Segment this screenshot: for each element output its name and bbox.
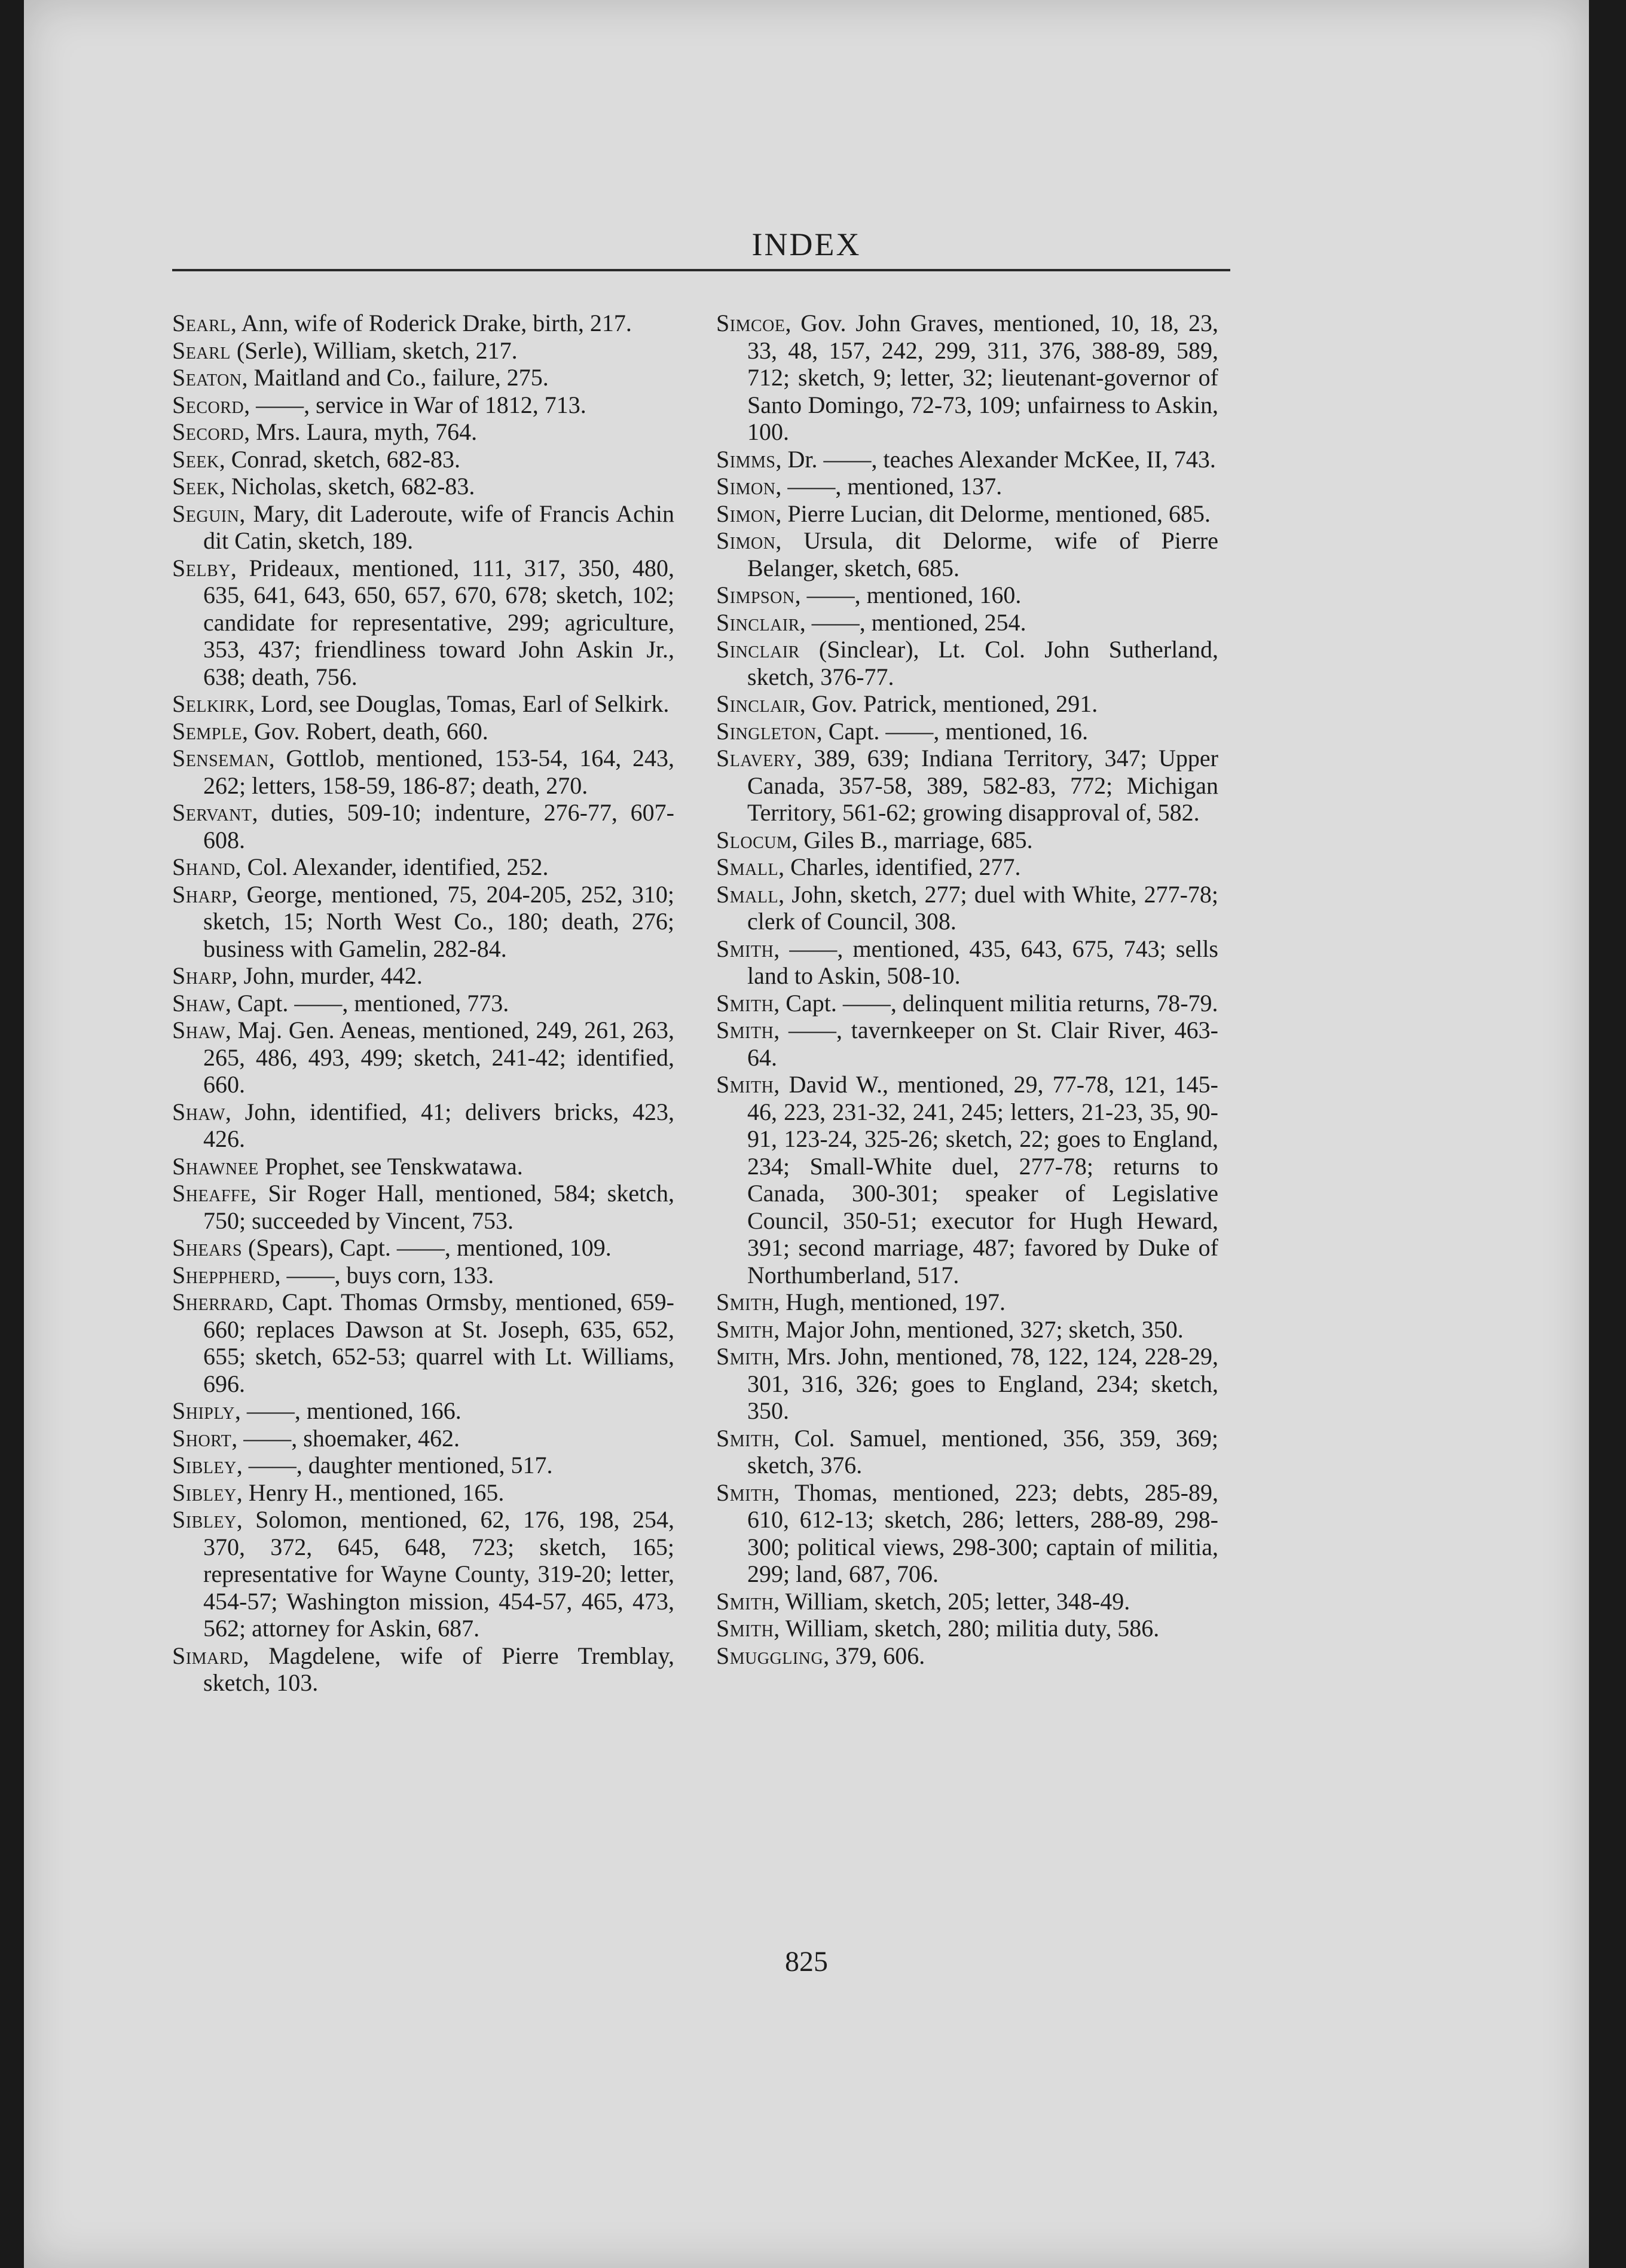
entry-text: , Mary, dit Laderoute, wife of Francis Achin dit Catin, sketch, 189.: [203, 500, 674, 554]
entry-heading: Sherrard: [172, 1288, 268, 1315]
entry-text: , ——, tavernkeeper on St. Clair River, 463-64.: [747, 1017, 1218, 1071]
index-entry: [716, 745, 1218, 827]
entry-heading: Sharp: [172, 962, 232, 989]
index-entry: [172, 718, 674, 745]
entry-heading: Simon: [716, 473, 776, 500]
entry-heading: Simon: [716, 500, 776, 527]
entry-text: , ——, mentioned, 254.: [799, 608, 1026, 636]
index-entry: [172, 690, 674, 718]
index-entry: [172, 1452, 674, 1479]
index-entry: [172, 1397, 674, 1425]
index-entry: [172, 555, 674, 691]
entry-heading: Servant: [172, 799, 252, 826]
entry-heading: Smith: [716, 1017, 774, 1043]
entry-text: (Spears), Capt. ——, mentioned, 109.: [242, 1234, 612, 1261]
index-entry: [172, 853, 674, 881]
entry-text: , William, sketch, 280; militia duty, 586.: [774, 1615, 1160, 1642]
index-entry: [172, 310, 674, 337]
title-rule: [172, 269, 1230, 271]
entry-heading: Seaton: [172, 364, 242, 391]
index-entry: [716, 636, 1218, 690]
index-entry: [172, 500, 674, 555]
index-entry: [172, 1288, 674, 1397]
index-entry: [172, 799, 674, 853]
entry-text: , John, identified, 41; delivers bricks, 423, 426.: [203, 1098, 674, 1152]
entry-text: , Col. Alexander, identified, 252.: [235, 853, 549, 880]
index-entry: [716, 1343, 1218, 1425]
entry-heading: Smith: [716, 1587, 774, 1615]
index-entry: [172, 1425, 674, 1452]
entry-heading: Shand: [172, 853, 236, 880]
entry-heading: Semple: [172, 717, 243, 745]
index-entry: [716, 446, 1218, 473]
entry-heading: Sibley: [172, 1506, 237, 1533]
index-entry: [172, 881, 674, 963]
index-entry: [172, 1506, 674, 1642]
entry-heading: Smith: [716, 935, 774, 962]
entry-heading: Simpson: [716, 581, 795, 608]
entry-text: , ——, service in War of 1812, 713.: [244, 391, 586, 418]
entry-text: , Mrs. Laura, myth, 764.: [244, 418, 478, 445]
entry-text: , John, murder, 442.: [231, 962, 423, 989]
entry-text: , Ann, wife of Roderick Drake, birth, 217.: [230, 310, 632, 336]
index-entry: [716, 881, 1218, 935]
index-entry: [716, 1615, 1218, 1642]
entry-heading: Singleton: [716, 717, 817, 745]
entry-heading: Small: [716, 880, 779, 908]
entry-heading: Shawnee: [172, 1152, 259, 1180]
entry-text: , Gov. John Graves, mentioned, 10, 18, 23, 33, 48, 157, 242, 299, 311, 376, 388-89, 589, 712; sketch, 9; letter, 32; lieutenant-governor of Santo Domingo, 72-73, 109; unfairness to Askin, 100.: [747, 310, 1218, 445]
entry-text: Prophet, see Tenskwatawa.: [258, 1152, 523, 1180]
entry-heading: Sheppherd: [172, 1261, 275, 1288]
entry-heading: Sinclair: [716, 636, 800, 663]
index-entry: [716, 935, 1218, 990]
entry-heading: Sharp: [172, 880, 232, 908]
entry-text: , Henry H., mentioned, 165.: [236, 1479, 505, 1506]
entry-text: , Gov. Robert, death, 660.: [242, 717, 488, 745]
entry-text: , ——, mentioned, 137.: [775, 473, 1003, 500]
index-entry: [716, 581, 1218, 609]
entry-text: , 389, 639; Indiana Territory, 347; Upper Canada, 357-58, 389, 582-83, 772; Michigan Territory, 561-62; growing disapproval of, 582.: [747, 745, 1218, 826]
entry-text: , duties, 509-10; indenture, 276-77, 607-608.: [203, 799, 674, 853]
entry-text: , Charles, identified, 277.: [778, 853, 1021, 880]
entry-heading: Smith: [716, 1288, 774, 1315]
entry-heading: Smith: [716, 1315, 774, 1343]
entry-heading: Shears: [172, 1234, 243, 1261]
entry-heading: Small: [716, 853, 779, 880]
index-entry: [716, 853, 1218, 881]
entry-text: , William, sketch, 205; letter, 348-49.: [774, 1587, 1130, 1615]
entry-text: , ——, mentioned, 435, 643, 675, 743; sells land to Askin, 508-10.: [747, 935, 1218, 989]
entry-text: , ——, shoemaker, 462.: [231, 1424, 460, 1452]
index-entry: [716, 310, 1218, 446]
entry-heading: Shaw: [172, 989, 225, 1017]
index-entry: [172, 1017, 674, 1098]
entry-heading: Simard: [172, 1642, 243, 1669]
index-entry: [172, 1262, 674, 1289]
entry-text: , Gov. Patrick, mentioned, 291.: [799, 690, 1098, 717]
entry-text: , Hugh, mentioned, 197.: [774, 1288, 1006, 1315]
entry-text: , Giles B., marriage, 685.: [791, 826, 1033, 853]
entry-text: (Sinclear), Lt. Col. John Sutherland, sketch, 376-77.: [747, 636, 1218, 690]
entry-heading: Sinclair: [716, 690, 800, 717]
index-entry: [172, 364, 674, 391]
entry-text: , Conrad, sketch, 682-83.: [219, 445, 460, 473]
index-entry: [172, 962, 674, 990]
index-entry: [716, 1479, 1218, 1588]
entry-heading: Slocum: [716, 826, 792, 853]
entry-text: , 379, 606.: [823, 1642, 925, 1669]
entry-heading: Sheaffe: [172, 1180, 251, 1207]
left-column: [172, 310, 674, 1697]
entry-text: , Capt. ——, mentioned, 16.: [816, 717, 1089, 745]
entry-text: (Serle), William, sketch, 217.: [230, 336, 518, 364]
entry-heading: Searl: [172, 310, 231, 336]
entry-text: , Solomon, mentioned, 62, 176, 198, 254, 370, 372, 645, 648, 723; sketch, 165; representative for Wayne County, 319-20; letter, 454-57; Washington mission, 454-57, 465, 473, 562; attorney for Askin, 687.: [203, 1506, 674, 1642]
index-entry: [172, 1098, 674, 1153]
entry-heading: Selkirk: [172, 690, 249, 717]
entry-text: , Nicholas, sketch, 682-83.: [219, 473, 475, 500]
index-entry: [716, 1316, 1218, 1343]
entry-text: , Major John, mentioned, 327; sketch, 350.: [774, 1315, 1184, 1343]
entry-heading: Secord: [172, 418, 244, 445]
page: [24, 0, 1589, 2268]
index-entry: [172, 1642, 674, 1697]
entry-text: , Maitland and Co., failure, 275.: [242, 364, 549, 391]
entry-heading: Smith: [716, 1071, 774, 1098]
index-entry: [172, 1153, 674, 1180]
entry-heading: Smith: [716, 1479, 774, 1506]
entry-heading: Secord: [172, 391, 244, 418]
index-entry: [716, 1071, 1218, 1288]
index-entry: [716, 827, 1218, 854]
index-entry: [172, 473, 674, 500]
entry-text: , ——, buys corn, 133.: [274, 1261, 494, 1288]
entry-heading: Simon: [716, 527, 776, 554]
entry-text: , ——, daughter mentioned, 517.: [236, 1452, 553, 1479]
index-entry: [172, 446, 674, 473]
entry-text: , Magdelene, wife of Pierre Tremblay, sketch, 103.: [203, 1642, 674, 1696]
entry-text: , Col. Samuel, mentioned, 356, 359, 369; sketch, 376.: [747, 1424, 1218, 1479]
entry-text: , Capt. ——, delinquent militia returns, 78-79.: [774, 989, 1218, 1017]
entry-heading: Smith: [716, 1343, 774, 1370]
entry-heading: Short: [172, 1424, 232, 1452]
entry-heading: Simcoe: [716, 310, 786, 336]
entry-text: , Capt. ——, mentioned, 773.: [225, 989, 509, 1017]
entry-heading: Smuggling: [716, 1642, 824, 1669]
entry-text: , Thomas, mentioned, 223; debts, 285-89, 610, 612-13; sketch, 286; letters, 288-89, 298-300; political views, 298-300; captain of militia, 299; land, 687, 706.: [747, 1479, 1218, 1587]
entry-text: , Maj. Gen. Aeneas, mentioned, 249, 261, 263, 265, 486, 493, 499; sketch, 241-42; identified, 660.: [203, 1017, 674, 1098]
entry-heading: Smith: [716, 1424, 774, 1452]
entry-heading: Seek: [172, 445, 219, 473]
index-entry: [172, 1180, 674, 1234]
entry-heading: Shaw: [172, 1017, 225, 1043]
entry-heading: Shaw: [172, 1098, 225, 1125]
entry-text: , Capt. Thomas Ormsby, mentioned, 659-660; replaces Dawson at St. Joseph, 635, 652, 655; sketch, 652-53; quarrel with Lt. Williams, 696.: [203, 1288, 674, 1397]
entry-heading: Slavery: [716, 745, 797, 772]
index-entry: [716, 527, 1218, 581]
entry-heading: Smith: [716, 1615, 774, 1642]
entry-heading: Searl: [172, 336, 231, 364]
right-column: [716, 310, 1218, 1669]
entry-text: , ——, mentioned, 166.: [234, 1397, 461, 1424]
index-entry: [716, 1288, 1218, 1316]
entry-heading: Sinclair: [716, 608, 800, 636]
entry-text: , Sir Roger Hall, mentioned, 584; sketch, 750; succeeded by Vincent, 753.: [203, 1180, 674, 1234]
index-entry: [716, 718, 1218, 745]
entry-heading: Senseman: [172, 745, 269, 772]
index-entry: [172, 745, 674, 799]
entry-text: , ——, mentioned, 160.: [794, 581, 1022, 608]
entry-heading: Sibley: [172, 1452, 237, 1479]
index-entry: [716, 1642, 1218, 1670]
index-entry: [716, 1588, 1218, 1615]
index-entry: [716, 500, 1218, 528]
entry-heading: Seguin: [172, 500, 240, 527]
entry-heading: Selby: [172, 554, 231, 581]
index-entry: [716, 1017, 1218, 1071]
entry-heading: Seek: [172, 473, 219, 500]
entry-text: , George, mentioned, 75, 204-205, 252, 310; sketch, 15; North West Co., 180; death, 276; business with Gamelin, 282-84.: [203, 880, 674, 962]
index-entry: [172, 391, 674, 419]
entry-text: , Mrs. John, mentioned, 78, 122, 124, 228-29, 301, 316, 326; goes to England, 234; sketch, 350.: [747, 1343, 1218, 1424]
entry-text: , Lord, see Douglas, Tomas, Earl of Selkirk.: [249, 690, 670, 717]
index-entry: [172, 1234, 674, 1262]
entry-text: , Dr. ——, teaches Alexander McKee, II, 743.: [775, 445, 1216, 473]
index-entry: [172, 1479, 674, 1507]
index-entry: [716, 990, 1218, 1017]
index-entry: [172, 990, 674, 1017]
entry-text: , David W., mentioned, 29, 77-78, 121, 145-46, 223, 231-32, 241, 245; letters, 21-23, 35, 90-91, 123-24, 325-26; sketch, 22; goes to England, 234; Small-White duel, 277-78; returns to Canada, 300-301; speaker of Legislative Council, 350-51; executor for Hugh Heward, 391; second marriage, 487; favored by Duke of Northumberland, 517.: [747, 1071, 1218, 1288]
entry-heading: Sibley: [172, 1479, 237, 1506]
index-entry: [716, 1425, 1218, 1479]
entry-text: , Ursula, dit Delorme, wife of Pierre Belanger, sketch, 685.: [747, 527, 1218, 581]
entry-text: , Prideaux, mentioned, 111, 317, 350, 480, 635, 641, 643, 650, 657, 670, 678; sketch, 102; candidate for representative, 299; agriculture, 353, 437; friendliness toward John Askin Jr., 638; death, 756.: [203, 554, 674, 690]
entry-heading: Smith: [716, 989, 774, 1017]
index-entry: [716, 609, 1218, 636]
index-entry: [172, 337, 674, 365]
index-entry: [716, 473, 1218, 500]
page-number: 825: [785, 1946, 828, 1978]
index-entry: [172, 418, 674, 446]
entry-text: , John, sketch, 277; duel with White, 277-78; clerk of Council, 308.: [747, 880, 1218, 935]
index-entry: [716, 690, 1218, 718]
entry-text: , Pierre Lucian, dit Delorme, mentioned, 685.: [775, 500, 1211, 527]
entry-text: , Gottlob, mentioned, 153-54, 164, 243, 262; letters, 158-59, 186-87; death, 270.: [203, 745, 674, 799]
page-title: INDEX: [751, 227, 861, 262]
entry-heading: Shiply: [172, 1397, 235, 1424]
entry-heading: Simms: [716, 445, 776, 473]
